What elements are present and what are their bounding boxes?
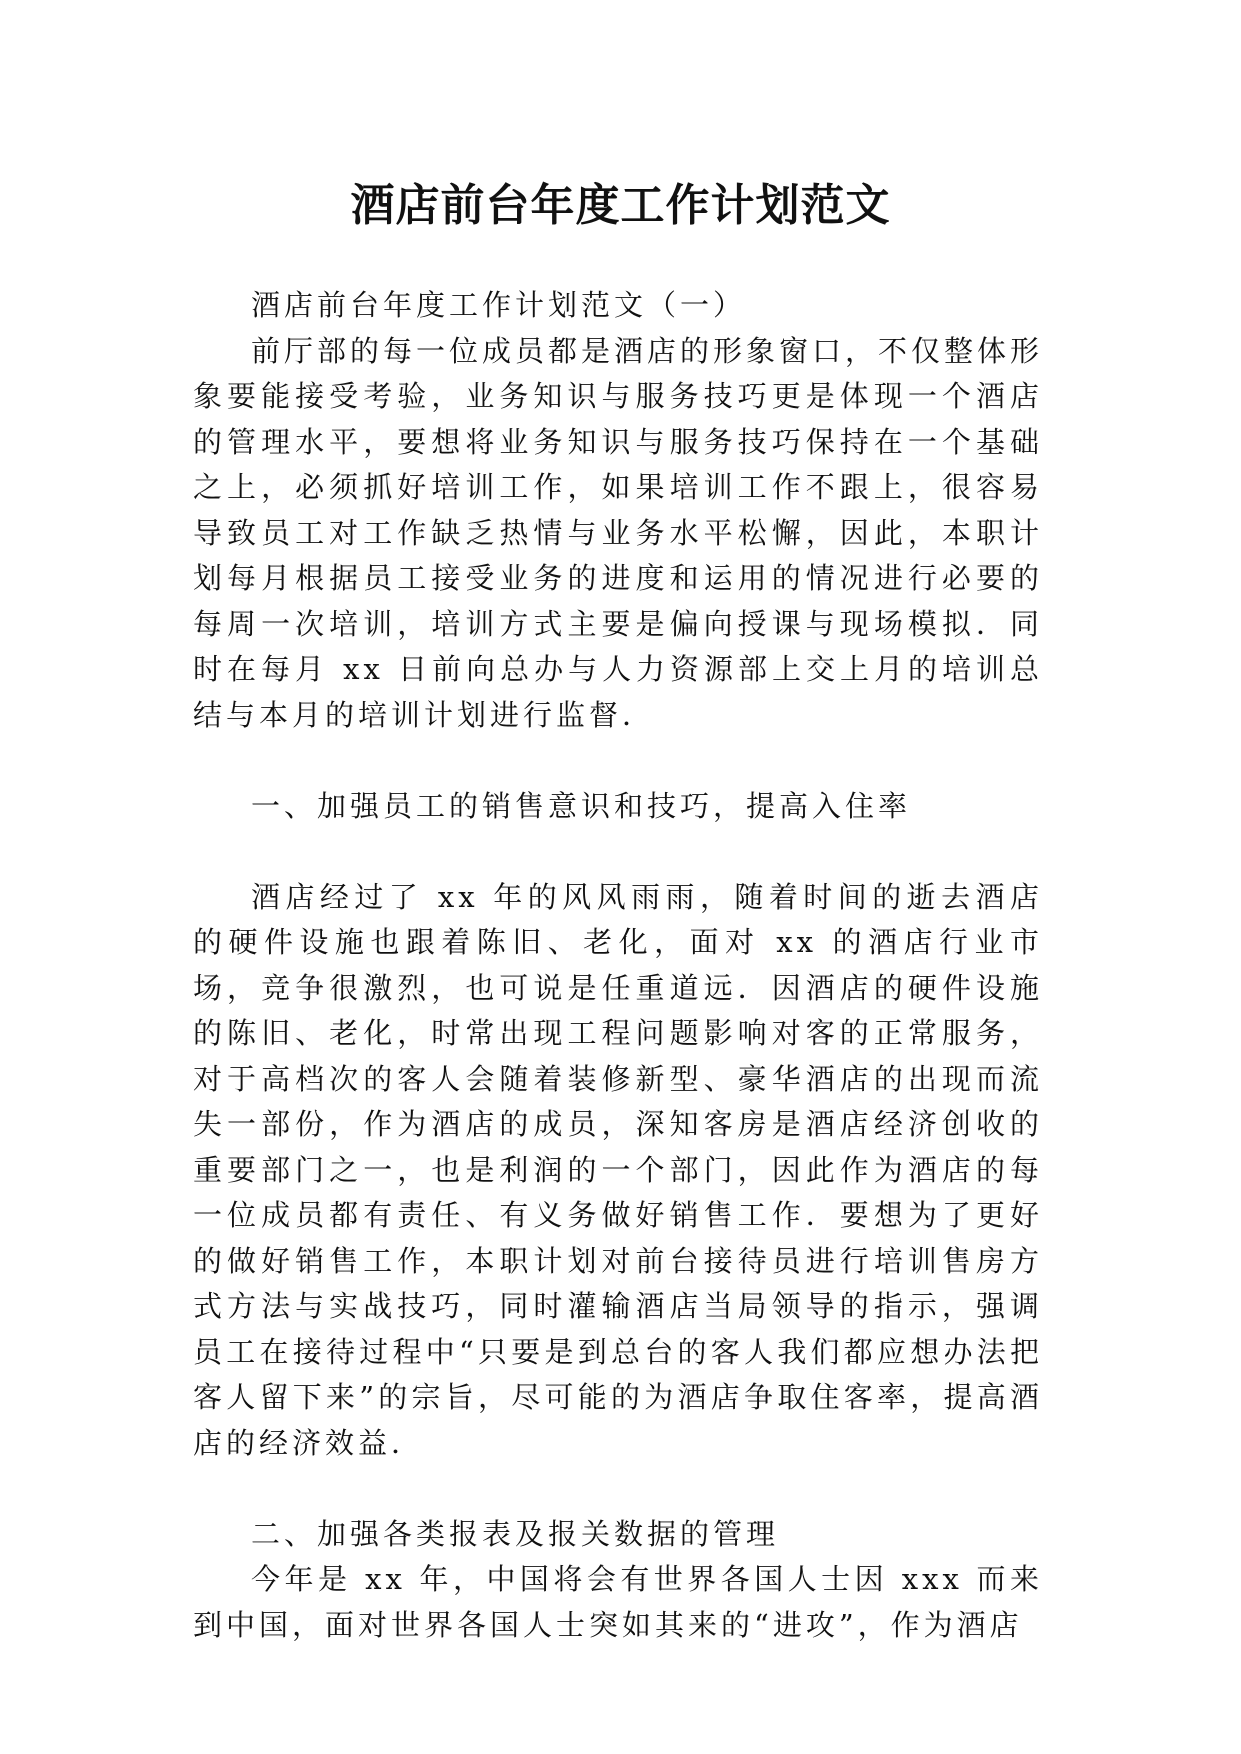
paragraph-sales: 酒店经过了 xx 年的风风雨雨，随着时间的逝去酒店的硬件设施也跟着陈旧、老化，面对 xx 的酒店行业市场，竞争很激烈，也可说是任重道远．因酒店的硬件设施的陈旧、老化，时常出现工程问题影响对客的正常服务，对于高档次的客人会随着装修新型、豪华酒店的出现而流失一部份，作为酒店的成员，深知客房是酒店经济创收的重要部门之一，也是利润的一个部门，因此作为酒店的每一位成员都有责任、有义务做好销售工作．要想为了更好的做好销售工作，本职计划对前台接待员进行培训售房方式方法与实战技巧，同时灌输酒店当局领导的指示，强调员工在接待过程中“只要是到总台的客人我们都应想办法把客人留下来”的宗旨，尽可能的为酒店争取住客率，提高酒店的经济效益． [193,879,1043,1460]
paragraph-reports: 今年是 xx 年，中国将会有世界各国人士因 xxx 而来到中国，面对世界各国人士突如其来的“进攻”，作为酒店 [193,1562,1043,1642]
section-heading-reports: 二、加强各类报表及报关数据的管理 [251,1516,780,1551]
paragraph-training: 前厅部的每一位成员都是酒店的形象窗口，不仅整体形象要能接受考验，业务知识与服务技巧更是体现一个酒店的管理水平，要想将业务知识与服务技巧保持在一个基础之上，必须抓好培训工作，如果培训工作不跟上，很容易导致员工对工作缺乏热情与业务水平松懈，因此，本职计划每月根据员工接受业务的进度和运用的情况进行必要的每周一次培训，培训方式主要是偏向授课与现场模拟．同时在每月 xx 日前向总办与人力资源部上交上月的培训总结与本月的培训计划进行监督． [193,333,1044,732]
paragraph-spacer [193,738,1043,784]
section-heading-part-one: 酒店前台年度工作计划范文（一） [251,288,747,322]
paragraph-spacer [193,829,1043,875]
document-body [193,283,1043,1648]
document-title: 酒店前台年度工作计划范文 [350,180,891,231]
paragraph-spacer [193,1466,1043,1512]
section-heading-sales: 一、加强员工的销售意识和技巧，提高入住率 [251,788,912,823]
